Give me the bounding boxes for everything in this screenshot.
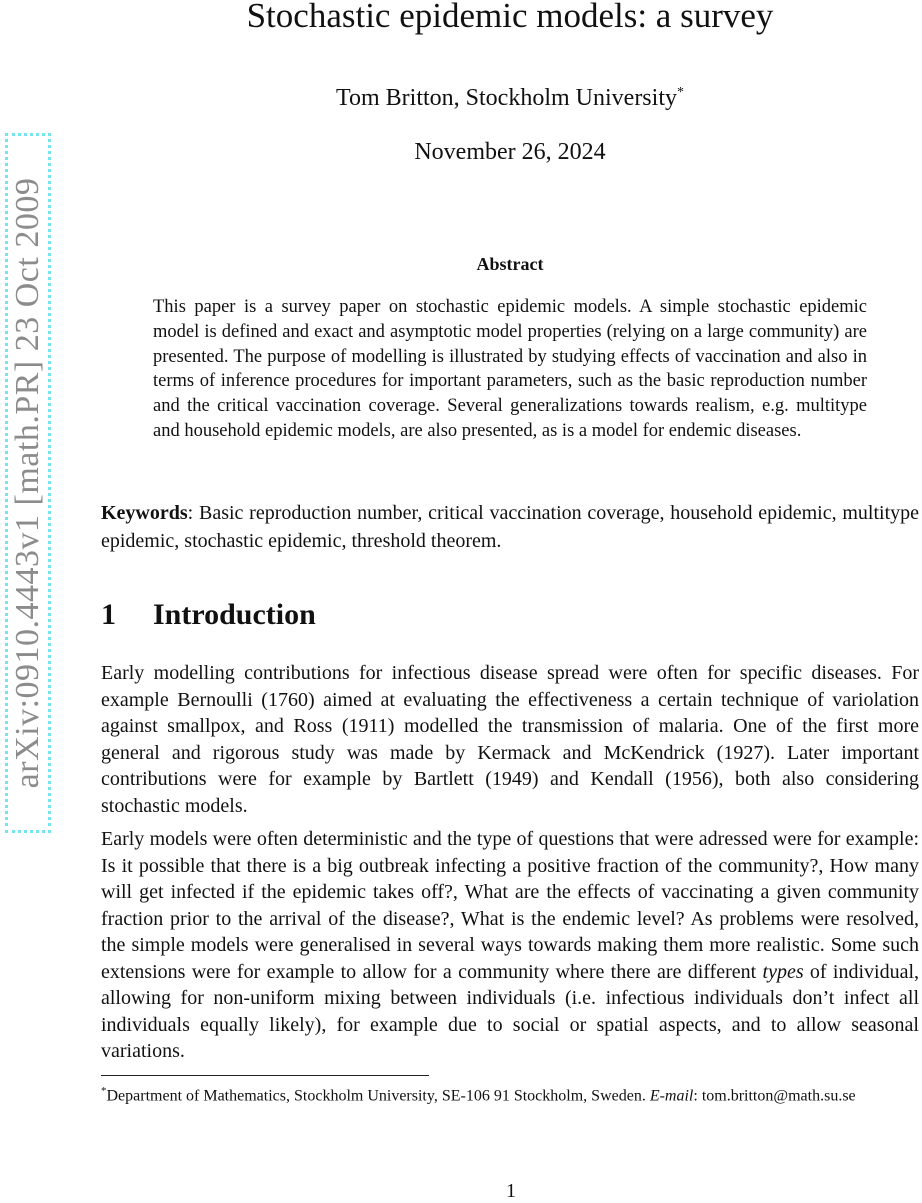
keywords-label: Keywords	[101, 502, 188, 524]
footnote	[101, 1080, 919, 1107]
section-number: 1	[101, 598, 116, 631]
section-title: Introduction	[153, 598, 316, 631]
footnote-email-label: E-mail	[649, 1087, 694, 1105]
keywords-text: : Basic reproduction number, critical vaccination coverage, household epidemic, multitype epidemic, stochastic epidemic, threshold theorem.	[101, 502, 919, 552]
abstract-text: This paper is a survey paper on stochastic epidemic models. A simple stochastic epidemic model is defined and exact and asymptotic model properties (relying on a large community) are presented. The purpose of modelling is illustrated by studying effects of vaccination and also in terms of inference procedures for important parameters, such as the basic reproduction number and the critical vaccination coverage. Several generalizations towards realism, e.g. multitype and household epidemic models, are also presented, as is a model for endemic diseases.	[153, 297, 867, 441]
paragraph-2-text-start: Early models were often deterministic and the type of questions that were adressed were for example: Is it possible that there is a big outbreak infecting a positive fraction of the community?, How many will get infected if the epidemic takes off?, What are the effects of vaccinating a given community fraction prior to the arrival of the disease?, What is the endemic level? As problems were resolved, the simple models were generalised in several ways towards making them more realistic. Some such extensions were for example to allow for a community where there are different	[101, 828, 919, 983]
section-heading	[101, 596, 316, 634]
emphasis-types: types	[762, 960, 804, 983]
intro-paragraph-1: Early modelling contributions for infectious disease spread were often for specific diseases. For example Bernoulli (1760) aimed at evaluating the effectiveness a certain technique of variolation against smallpox, and Ross (1911) modelled the transmission of malaria. One of the first more general and rigorous study was made by Kermack and McKendrick (1927). Later important contributions were for example by Bartlett (1949) and Kendall (1956), both also considering stochastic models.	[101, 662, 919, 817]
page-number: 1	[506, 1180, 516, 1202]
paragraph-2-text-end: of individual, allowing for non-uniform mixing between individuals (i.e. infectious individuals don’t infect all individuals equally likely), for example due to social or spatial aspects, and to allow seasonal variations.	[101, 960, 920, 1062]
footnote-email[interactable]: : tom.britton@math.su.se	[693, 1087, 856, 1105]
keywords-block	[101, 499, 919, 555]
footnote-mark: *	[101, 1085, 107, 1097]
paper-title: Stochastic epidemic models: a survey	[246, 0, 774, 35]
footnote-affiliation: Department of Mathematics, Stockholm University, SE-106 91 Stockholm, Sweden.	[106, 1087, 650, 1105]
author-line	[100, 78, 920, 113]
paper-date: November 26, 2024	[414, 139, 606, 165]
intro-paragraph-2	[101, 826, 919, 1065]
author-footnote-mark: *	[676, 85, 684, 100]
arxiv-identifier-stamp: arXiv:0910.4443v1 [math.PR] 23 Oct 2009	[5, 133, 51, 833]
footnote-divider	[101, 1075, 429, 1076]
abstract-heading: Abstract	[476, 254, 544, 274]
author-name: Tom Britton, Stockholm University	[336, 85, 677, 111]
